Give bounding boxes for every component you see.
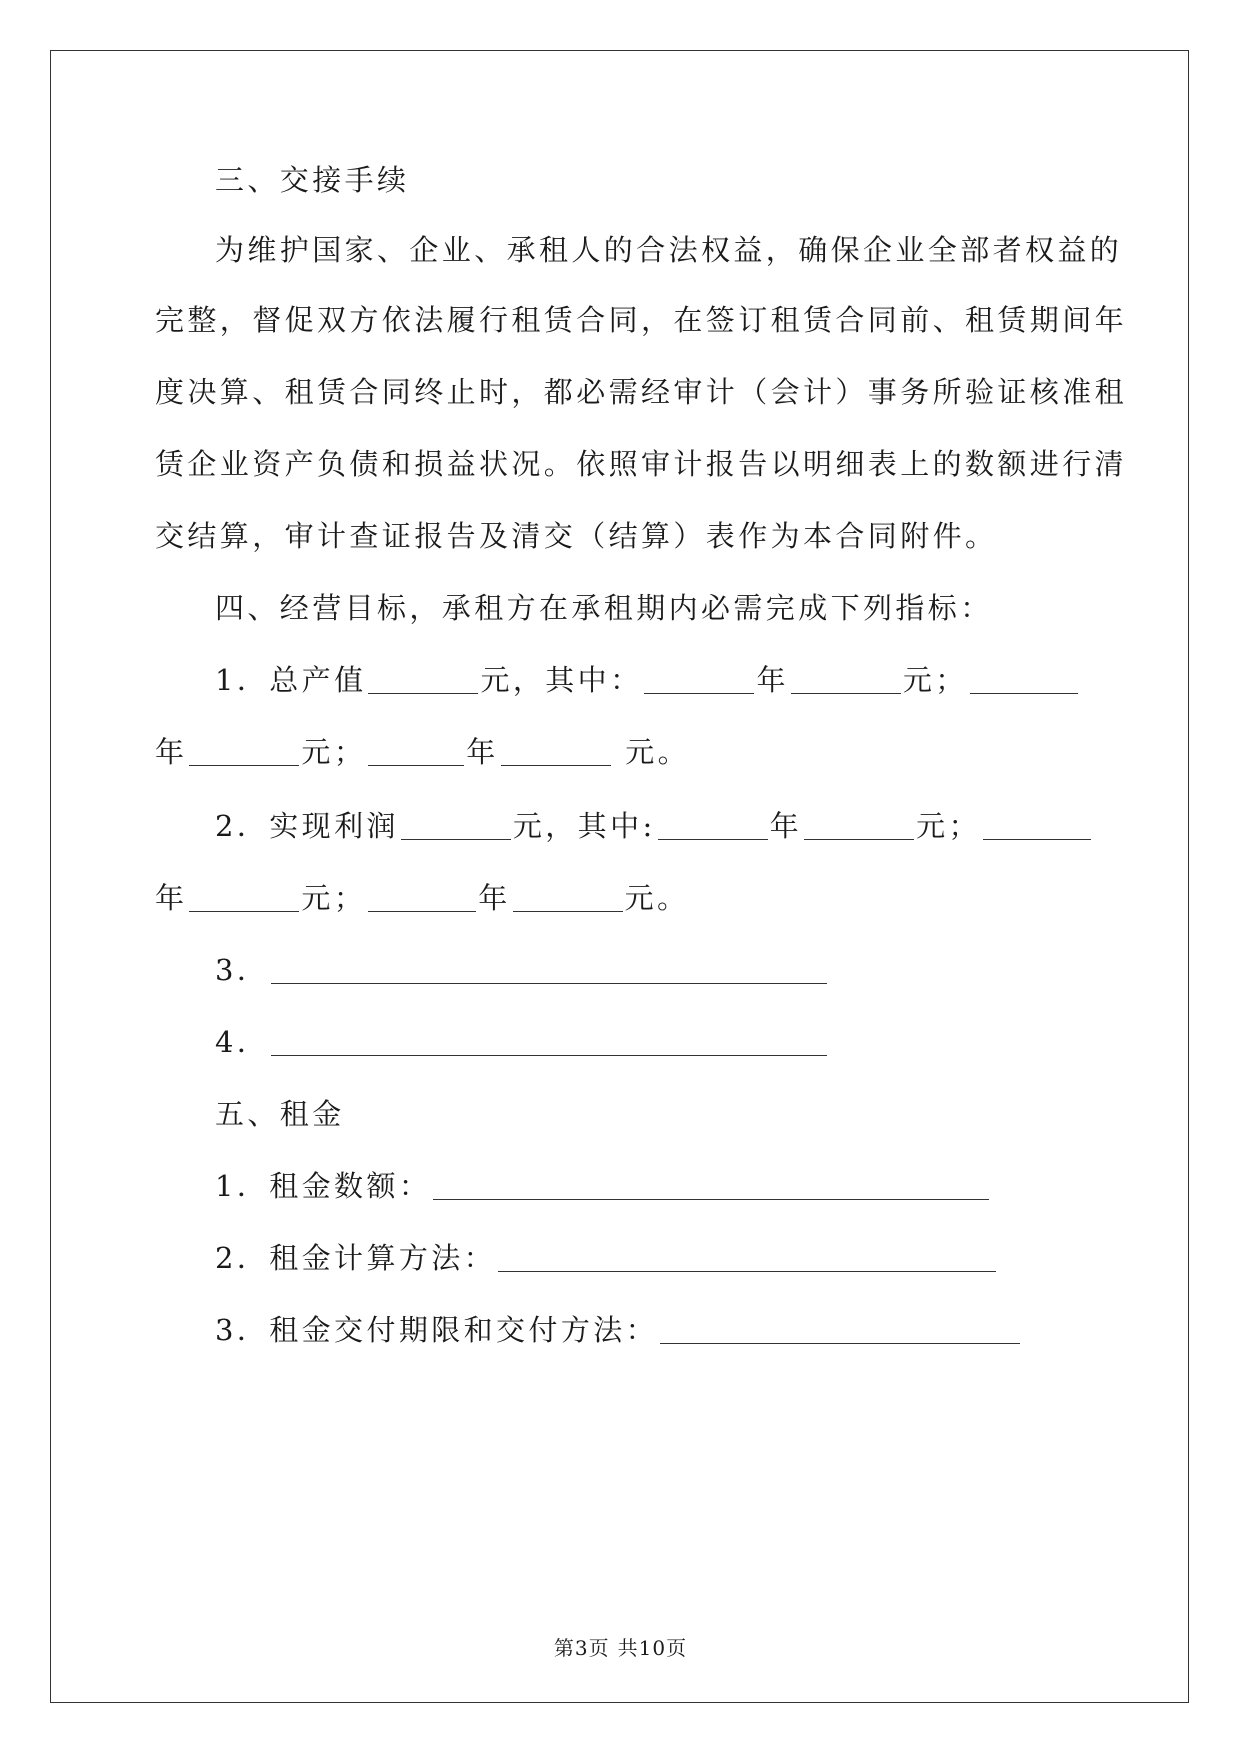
item-label: 实现利润: [269, 809, 399, 843]
unit-text: 年: [478, 881, 511, 915]
text: ；: [935, 663, 968, 697]
text: ，其中：: [512, 663, 643, 697]
unit-text: 年: [769, 809, 803, 843]
rent-item-1: [155, 1166, 991, 1206]
unit-text: 年: [155, 735, 188, 769]
fill-in-blank[interactable]: [513, 881, 623, 912]
item-label: 总产值: [269, 663, 367, 697]
item-2-line-1: [155, 806, 1093, 846]
unit-text: 元: [301, 881, 334, 915]
fill-in-blank[interactable]: [368, 881, 476, 912]
unit-text: 元: [301, 735, 334, 769]
fill-in-blank[interactable]: [271, 953, 827, 984]
fill-in-blank[interactable]: [433, 1169, 989, 1200]
text: ；: [948, 809, 981, 843]
fill-in-blank[interactable]: [401, 809, 511, 840]
unit-text: 元: [902, 663, 936, 697]
unit-text: 元。: [625, 735, 691, 769]
fill-in-blank[interactable]: [368, 663, 478, 694]
item-1-line-1: [155, 660, 1080, 700]
fill-in-blank[interactable]: [501, 735, 611, 766]
fill-in-blank[interactable]: [660, 1313, 1020, 1344]
unit-text: 年: [756, 663, 789, 697]
paragraph-line: 赁企业资产负债和损益状况。依照审计报告以明细表上的数额进行清: [155, 447, 1128, 481]
fill-in-blank[interactable]: [189, 881, 299, 912]
text: ；: [333, 735, 367, 769]
unit-text: 元: [512, 809, 546, 843]
fill-in-blank[interactable]: [658, 809, 768, 840]
fill-in-blank[interactable]: [189, 735, 299, 766]
unit-text: 年: [155, 881, 188, 915]
item-1-line-2: [155, 732, 690, 772]
unit-text: 元: [916, 809, 949, 843]
rent-label: 3．租金交付期限和交付方法：: [215, 1313, 659, 1347]
fill-in-blank[interactable]: [644, 663, 754, 694]
fill-in-blank[interactable]: [368, 735, 464, 766]
item-number: 1．: [215, 663, 270, 697]
section-4-heading: 四、经营目标，承租方在承租期内必需完成下列指标：: [215, 591, 993, 625]
unit-text: 元。: [624, 881, 690, 915]
page-total: 共10页: [617, 1636, 688, 1660]
item-number: 4．: [215, 1025, 270, 1059]
text: ，其中:: [545, 809, 656, 843]
page-border: [50, 50, 1189, 1703]
text: ；: [333, 881, 367, 915]
rent-item-3: [155, 1310, 1022, 1350]
fill-in-blank[interactable]: [983, 809, 1091, 840]
fill-in-blank[interactable]: [804, 809, 914, 840]
rent-label: 2．租金计算方法：: [215, 1241, 497, 1275]
section-5-heading: 五、租金: [215, 1097, 345, 1131]
page-number: 第3页: [553, 1636, 610, 1660]
paragraph-line: 交结算，审计查证报告及清交（结算）表作为本合同附件。: [155, 519, 998, 553]
paragraph-line: 为维护国家、企业、承租人的合法权益，确保企业全部者权益的: [215, 233, 1123, 267]
item-number: 2．: [215, 809, 270, 843]
item-3: [155, 950, 829, 990]
item-2-line-2: [155, 878, 689, 918]
fill-in-blank[interactable]: [498, 1241, 996, 1272]
rent-label: 1．租金数额：: [215, 1169, 432, 1203]
fill-in-blank[interactable]: [271, 1025, 827, 1056]
unit-text: 元: [480, 663, 513, 697]
fill-in-blank[interactable]: [970, 663, 1078, 694]
item-4: [155, 1022, 829, 1062]
item-number: 3．: [215, 953, 270, 987]
paragraph-line: 度决算、租赁合同终止时，都必需经审计（会计）事务所验证核准租: [155, 375, 1128, 409]
paragraph-line: 完整，督促双方依法履行租赁合同，在签订租赁合同前、租赁期间年: [155, 303, 1128, 337]
unit-text: 年: [466, 735, 499, 769]
section-3-heading: 三、交接手续: [215, 163, 410, 197]
page-footer: [0, 1632, 1241, 1661]
fill-in-blank[interactable]: [791, 663, 901, 694]
rent-item-2: [155, 1238, 998, 1278]
